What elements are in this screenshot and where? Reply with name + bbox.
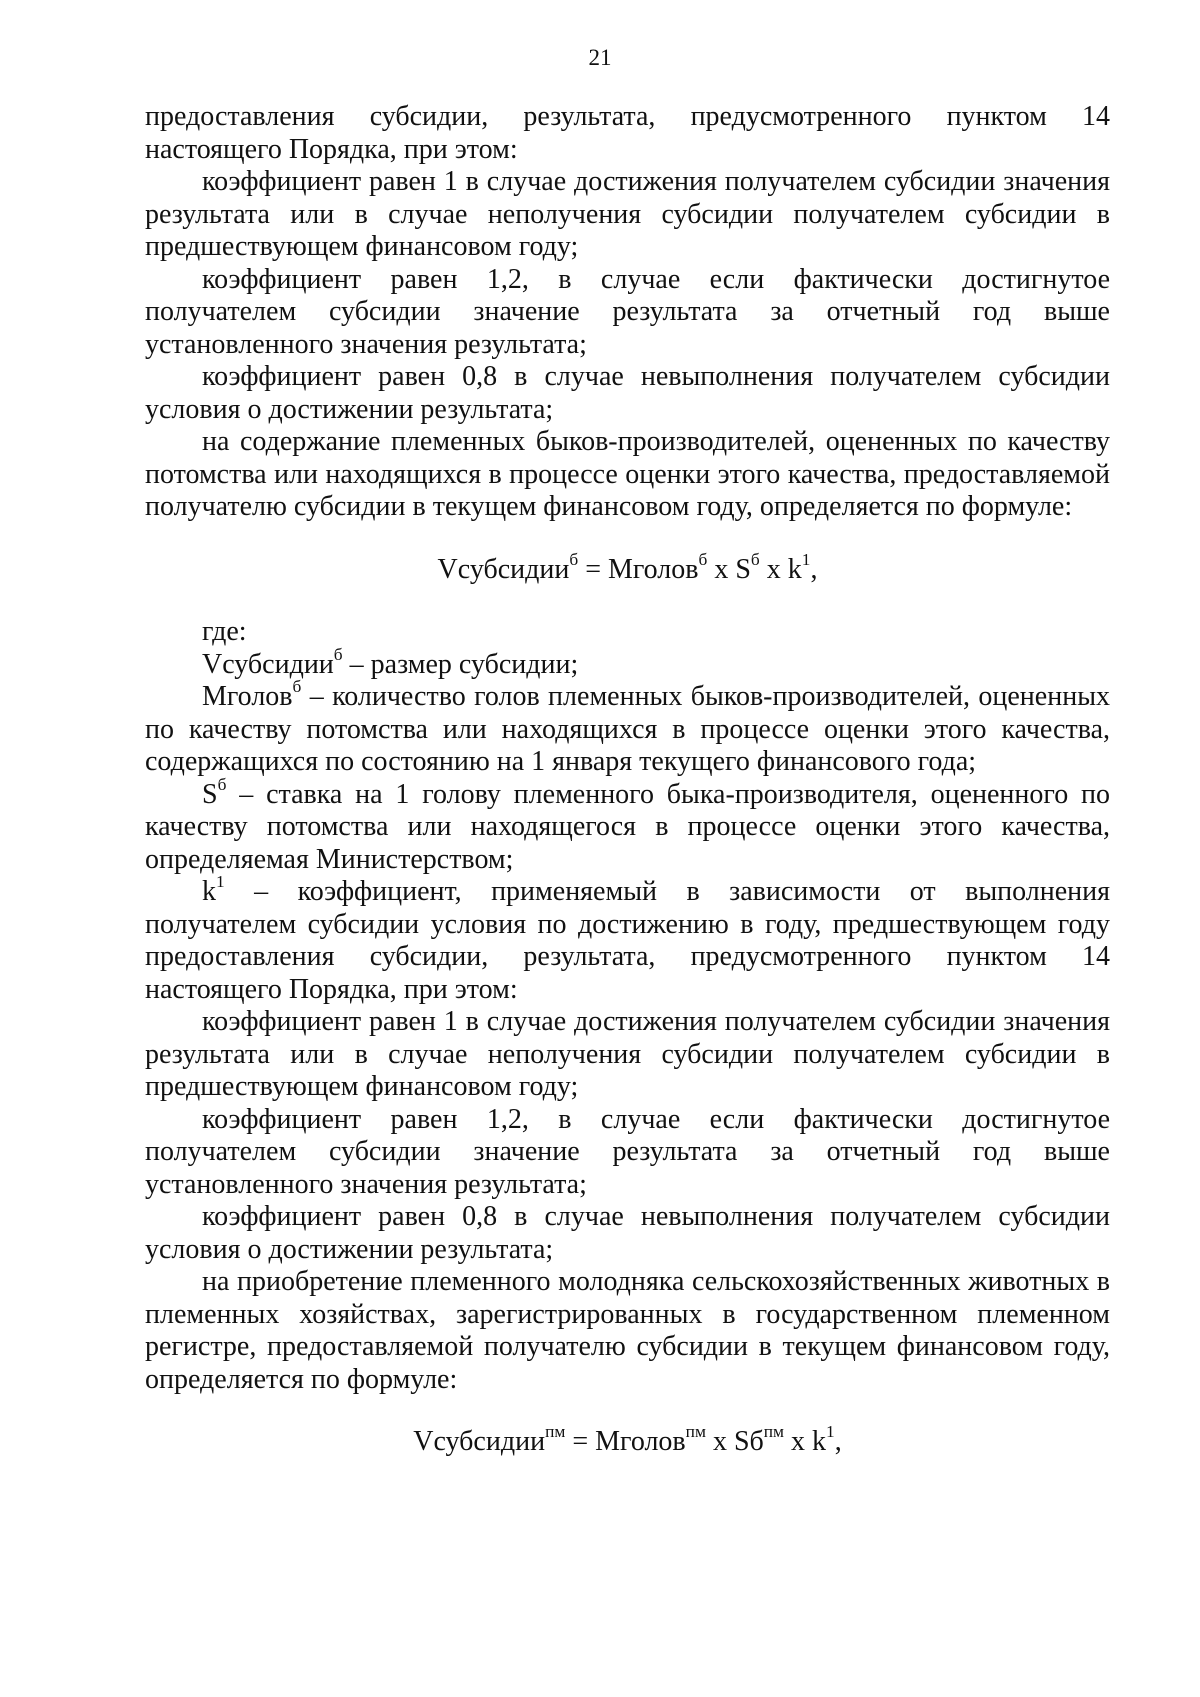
definition-head-count: Мголов$^б$ – количество голов племенных быков-производителей, оцененных по качеству потомства или находящихся в процессе оценки этого качества, содержащихся по состоянию на 1 января текущего финансового года; — [145, 676, 1110, 777]
paragraph: коэффициент равен 0,8 в случае невыполнения получателем субсидии условия о достижении результата; — [145, 1201, 1110, 1265]
definition-subsidy-size: Vсубсидии$^б$ – размер субсидии; — [202, 644, 579, 680]
paragraph: коэффициент равен 1,2, в случае если фактически достигнутое получателем субсидии значение результата за отчетный год выше установленного значения результата; — [145, 1103, 1110, 1200]
paragraph: на приобретение племенного молодняка сельскохозяйственных животных в племенных хозяйствах, зарегистрированных в государственном племенном регистре, предоставляемой получателю субсидии в текущем финансовом году, определяется по формуле: — [145, 1266, 1110, 1395]
paragraph: коэффициент равен 1 в случае достижения получателем субсидии значения результата или в случае неполучения субсидии получателем субсидии в предшествующем финансовом году; — [145, 1006, 1110, 1102]
paragraph: коэффициент равен 1,2, в случае если фактически достигнутое получателем субсидии значение результата за отчетный год выше установленного значения результата; — [145, 263, 1110, 360]
paragraph: на содержание племенных быков-производителей, оцененных по качеству потомства или находящихся в процессе оценки этого качества, предоставляемой получателю субсидии в текущем финансовом году, определяется по формуле: — [145, 426, 1110, 522]
where-label: где: — [202, 616, 247, 647]
paragraph: коэффициент равен 0,8 в случае невыполнения получателем субсидии условия о достижении результата; — [145, 361, 1110, 425]
formula-young-stock: Vсубсидии$^{пм}$ = Мголов$^{пм}$ х $Sб^{пм}$ х $k^1$, — [413, 1421, 842, 1457]
paragraph: коэффициент равен 1 в случае достижения получателем субсидии значения результата или в случае неполучения субсидии получателем субсидии в предшествующем финансовом году; — [145, 166, 1110, 262]
definition-coefficient: $k^1$ – коэффициент, применяемый в зависимости от выполнения получателем субсидии условия по достижению в году, предшествующем году предоставления субсидии, результата, предусмотренного пунктом 14 настоящего Порядка, при этом: — [145, 871, 1110, 1005]
document-body — [145, 101, 1110, 1459]
paragraph: предоставления субсидии, результата, предусмотренного пунктом 14 настоящего Порядка, при этом: — [145, 101, 1110, 165]
definition-rate: $S^б$ – ставка на 1 голову племенного быка-производителя, оцененного по качеству потомства или находящегося в процессе оценки этого качества, определяемая Министерством; — [145, 774, 1110, 875]
page-number: 21 — [588, 45, 612, 70]
formula-bulls: Vсубсидии$^б$ = Мголов$^б$ х $S^б$ х $k^1$, — [437, 549, 818, 585]
